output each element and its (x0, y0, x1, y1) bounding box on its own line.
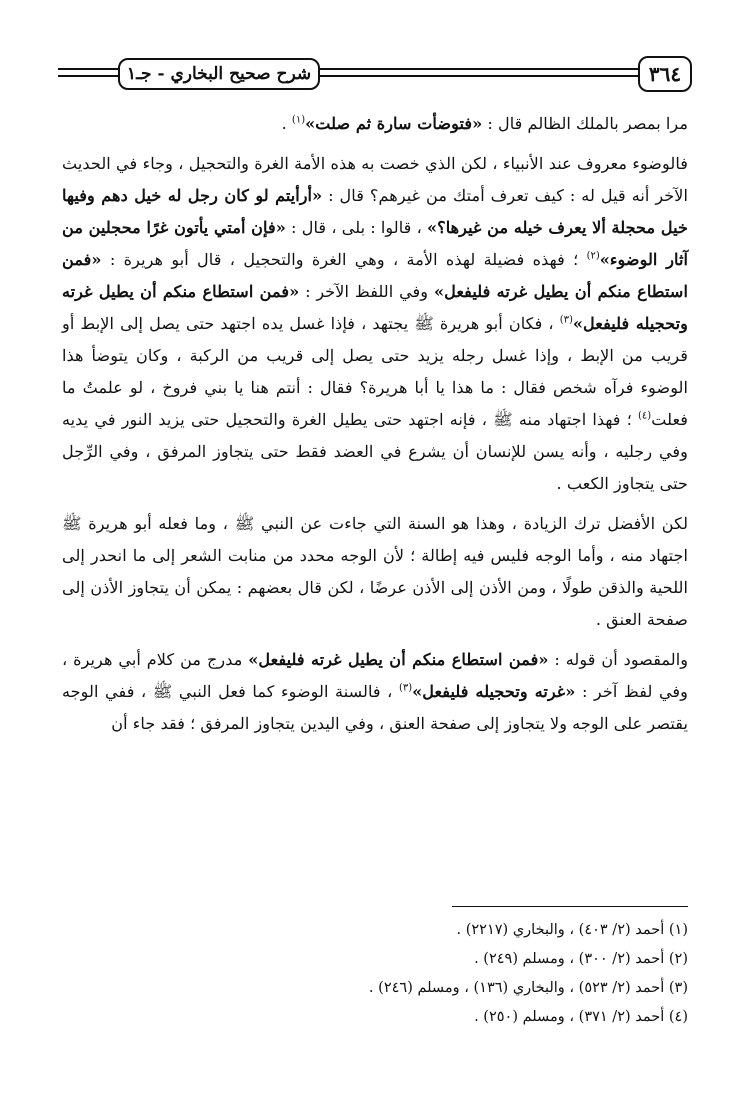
text-run: ؛ فهذه فضيلة لهذه الأمة ، وهي الغرة والتحجيل ، قال أبو هريرة : (109, 250, 587, 269)
paragraph (62, 644, 688, 740)
footnote: (١) أحمد (٢/ ٤٠٣) ، والبخاري (٢٢١٧) . (456, 922, 688, 938)
footnote-ref: (٣) (559, 314, 573, 326)
hadith-quote: «فإن أمتي يأتون غرًا محجلين من آثار الوضوء» (62, 218, 688, 269)
text-run: مدرج من كلام أبي هريرة ، وفي لفظ آخر : (62, 650, 688, 701)
paragraph (62, 108, 688, 140)
footnote: (٢) أحمد (٢/ ٣٠٠) ، ومسلم (٢٤٩) . (474, 951, 688, 967)
header-rule (316, 75, 638, 77)
footnote-ref: (١) (291, 114, 306, 126)
book-title: شرح صحيح البخاري - جـ١ (118, 58, 320, 90)
paragraph: لكن الأفضل ترك الزيادة ، وهذا هو السنة التي جاءت عن النبي ﷺ ، وما فعله أبو هريرة ﷺ اجتهاد منه ، وأما الوجه فليس فيه إطالة ؛ لأن الوجه محدد من منابت الشعر إلى ما انحدر إلى اللحية والذقن طولًا ، ومن الأذن إلى الأذن عرضًا ، لكن قال بعضهم : يمكن أن يتجاوز الأذن إلى صفحة العنق . (62, 514, 688, 629)
text-run: فالوضوء معروف عند الأنبياء ، لكن الذي خصت به هذه الأمة الغرة والتحجيل ، وجاء في الحديث الآخر أنه قيل له : كيف تعرف أمتك من غيرهم؟ قال : (62, 154, 688, 205)
running-header (58, 54, 690, 94)
hadith-quote: «فمن استطاع منكم أن يطيل غرته فليفعل» (248, 650, 549, 669)
text-run: ، فالسنة الوضوء كما فعل النبي ﷺ ، ففي الوجه يقتصر على الوجه ولا يتجاوز إلى صفحة العنق ، وفي اليدين يتجاوز المرفق ؛ فقد جاء أن (62, 682, 688, 733)
hadith-quote: «غرته وتحجيله فليفعل» (412, 682, 576, 701)
header-rule (316, 68, 638, 70)
page-number: ٣٦٤ (638, 56, 692, 92)
footnotes (62, 916, 688, 1032)
text-run: والمقصود أن قوله : (554, 650, 689, 669)
hadith-quote: «أرأيتم لو كان رجل له خيل دهم وفيها خيل محجلة ألا يعرف خيله من غيرها؟» (62, 186, 688, 237)
header-rule (58, 68, 118, 70)
text-run: . (281, 114, 292, 133)
paragraph (62, 148, 688, 500)
footnote-ref: (٢) (586, 250, 600, 262)
text-run: ؛ فهذا اجتهاد منه ﷺ ، فإنه اجتهد حتى يطيل الغرة والتحجيل حتى يزيد النور في يديه وفي رجليه ، وأنه يسن للإنسان أن يشرع في العضد فقط حتى يتجاوز المرفق ، وفي الرِّجل حتى يتجاوز الكعب . (62, 410, 688, 493)
text-run: ، فكان أبو هريرة ﷺ يجتهد ، فإذا غسل يده اجتهد حتى يصل إلى الإبط أو قريب من الإبط ، وإذا غسل رجله يزيد حتى يصل إلى قريب من الركبة ، وكان يتوضأ هذا الوضوء فرآه شخص فقال : ما هذا يا أبا هريرة؟ فقال : أنتم هنا يا بني فروخ ، لو علمتُ ما فعلت (62, 314, 688, 429)
footnote-divider (452, 906, 688, 907)
text-run: ، قالوا : بلى ، قال : (291, 218, 427, 237)
footnote-ref: (٤) (638, 410, 652, 422)
header-rule (58, 75, 118, 77)
main-text (62, 108, 688, 740)
hadith-quote: «فمن استطاع منكم أن يطيل غرته فليفعل» (62, 250, 688, 301)
text-run: مرا بمصر بالملك الظالم قال : (487, 114, 688, 133)
footnote: (٤) أحمد (٢/ ٣٧١) ، ومسلم (٢٥٠) . (474, 1009, 688, 1025)
text-run: وفي اللفظ الآخر : (305, 282, 434, 301)
hadith-quote: «فتوضأت سارة ثم صلت» (305, 114, 483, 133)
hadith-quote: «فمن استطاع منكم أن يطيل غرته وتحجيله فليفعل» (62, 282, 688, 333)
footnote-ref: (٣) (398, 682, 413, 694)
footnote: (٣) أحمد (٢/ ٥٢٣) ، والبخاري (١٣٦) ، ومسلم (٢٤٦) . (368, 980, 688, 996)
